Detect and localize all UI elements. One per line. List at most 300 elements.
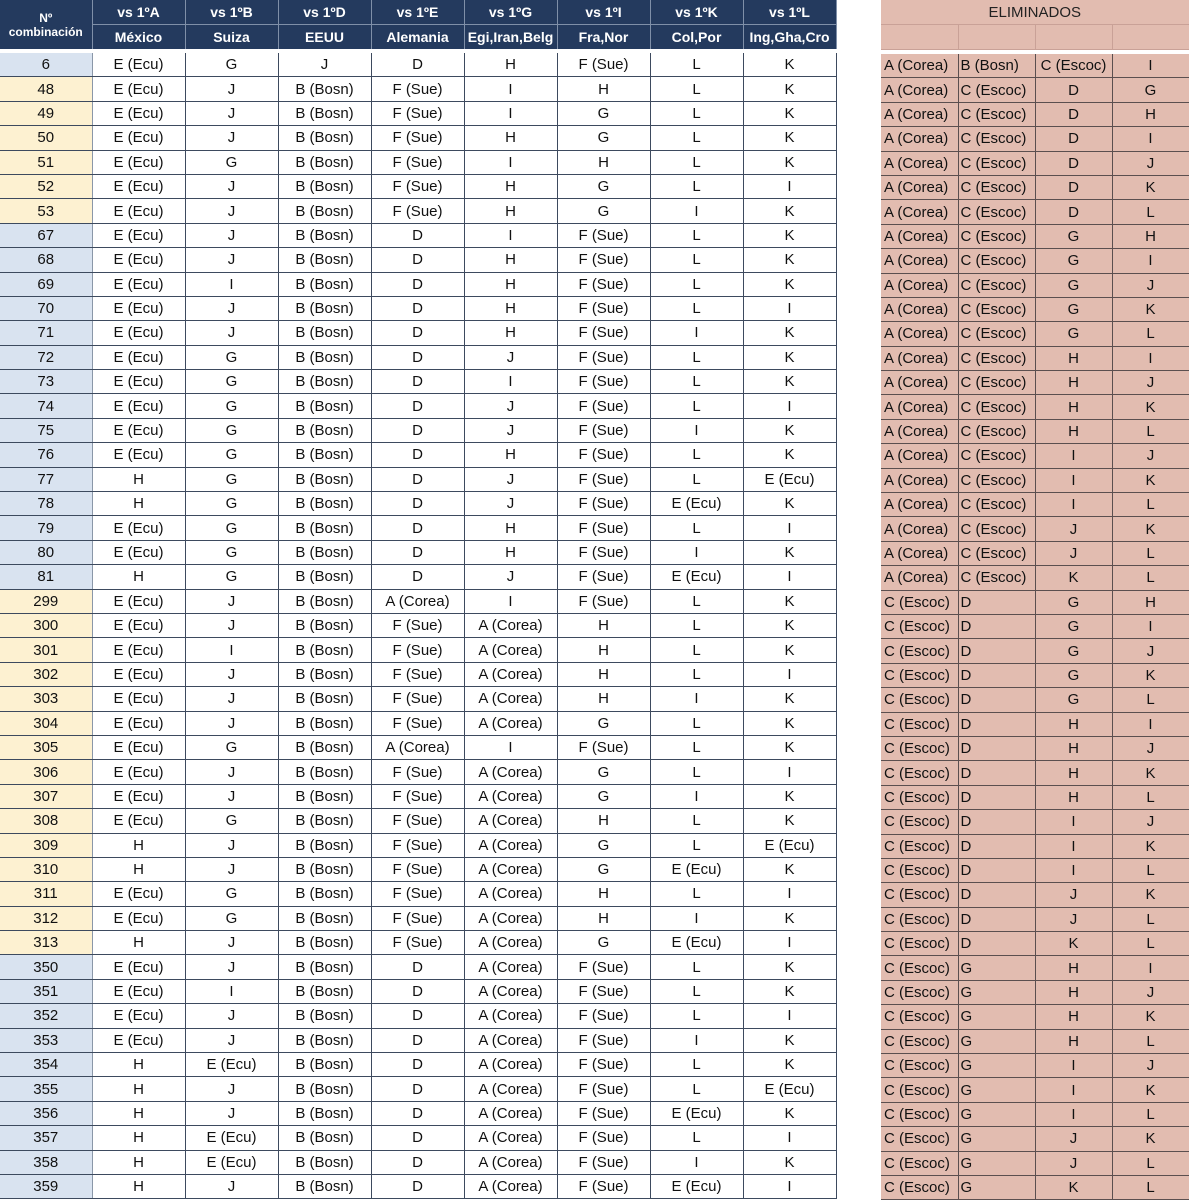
- combination-number-cell[interactable]: 355: [0, 1077, 92, 1101]
- rival-cell[interactable]: J: [185, 1077, 278, 1101]
- rival-cell[interactable]: H: [464, 321, 557, 345]
- rival-cell[interactable]: I: [743, 296, 836, 320]
- rival-cell[interactable]: E (Ecu): [92, 223, 185, 247]
- rival-cell[interactable]: B (Bosn): [278, 1004, 371, 1028]
- rival-cell[interactable]: K: [743, 1028, 836, 1052]
- rival-cell[interactable]: F (Sue): [557, 1174, 650, 1198]
- rival-cell[interactable]: D: [371, 223, 464, 247]
- rival-cell[interactable]: H: [557, 77, 650, 101]
- combination-number-cell[interactable]: 312: [0, 906, 92, 930]
- rival-cell[interactable]: H: [464, 443, 557, 467]
- eliminado-cell[interactable]: G: [958, 1054, 1035, 1078]
- rival-cell[interactable]: B (Bosn): [278, 418, 371, 442]
- rival-cell[interactable]: F (Sue): [557, 955, 650, 979]
- eliminado-cell[interactable]: C (Escoc): [881, 1078, 958, 1102]
- eliminado-cell[interactable]: C (Escoc): [881, 1127, 958, 1151]
- rival-cell[interactable]: E (Ecu): [92, 443, 185, 467]
- rival-cell[interactable]: D: [371, 248, 464, 272]
- rival-cell[interactable]: A (Corea): [371, 589, 464, 613]
- rival-cell[interactable]: K: [743, 223, 836, 247]
- rival-cell[interactable]: J: [185, 223, 278, 247]
- rival-cell[interactable]: D: [371, 1004, 464, 1028]
- eliminado-cell[interactable]: D: [958, 810, 1035, 834]
- rival-cell[interactable]: D: [371, 345, 464, 369]
- eliminado-cell[interactable]: A (Corea): [881, 297, 958, 321]
- rival-cell[interactable]: B (Bosn): [278, 223, 371, 247]
- rival-cell[interactable]: F (Sue): [371, 662, 464, 686]
- rival-cell[interactable]: F (Sue): [371, 809, 464, 833]
- eliminado-cell[interactable]: J: [1112, 371, 1189, 395]
- eliminado-cell[interactable]: C (Escoc): [958, 468, 1035, 492]
- eliminado-cell[interactable]: K: [1112, 395, 1189, 419]
- rival-cell[interactable]: F (Sue): [557, 321, 650, 345]
- eliminado-cell[interactable]: K: [1035, 1175, 1112, 1199]
- rival-cell[interactable]: D: [371, 443, 464, 467]
- rival-cell[interactable]: E (Ecu): [92, 272, 185, 296]
- rival-cell[interactable]: D: [371, 1053, 464, 1077]
- eliminado-cell[interactable]: I: [1112, 346, 1189, 370]
- rival-cell[interactable]: B (Bosn): [278, 516, 371, 540]
- rival-cell[interactable]: D: [371, 565, 464, 589]
- eliminado-cell[interactable]: A (Corea): [881, 566, 958, 590]
- eliminado-cell[interactable]: K: [1112, 517, 1189, 541]
- rival-cell[interactable]: E (Ecu): [92, 248, 185, 272]
- rival-cell[interactable]: G: [557, 931, 650, 955]
- rival-cell[interactable]: G: [557, 101, 650, 125]
- rival-cell[interactable]: B (Bosn): [278, 345, 371, 369]
- eliminado-cell[interactable]: G: [1035, 273, 1112, 297]
- rival-cell[interactable]: G: [185, 882, 278, 906]
- rival-cell[interactable]: G: [557, 174, 650, 198]
- rival-cell[interactable]: K: [743, 150, 836, 174]
- rival-cell[interactable]: A (Corea): [464, 613, 557, 637]
- rival-cell[interactable]: I: [743, 516, 836, 540]
- eliminado-cell[interactable]: K: [1112, 834, 1189, 858]
- rival-cell[interactable]: A (Corea): [371, 735, 464, 759]
- rival-cell[interactable]: F (Sue): [557, 370, 650, 394]
- rival-cell[interactable]: J: [185, 833, 278, 857]
- rival-cell[interactable]: E (Ecu): [185, 1126, 278, 1150]
- eliminado-cell[interactable]: C (Escoc): [1035, 54, 1112, 78]
- eliminado-cell[interactable]: L: [1112, 200, 1189, 224]
- rival-cell[interactable]: G: [185, 53, 278, 77]
- rival-cell[interactable]: B (Bosn): [278, 662, 371, 686]
- eliminado-cell[interactable]: H: [1112, 224, 1189, 248]
- eliminado-cell[interactable]: C (Escoc): [958, 151, 1035, 175]
- rival-cell[interactable]: F (Sue): [557, 1077, 650, 1101]
- eliminado-cell[interactable]: K: [1035, 566, 1112, 590]
- rival-cell[interactable]: E (Ecu): [92, 1004, 185, 1028]
- eliminado-cell[interactable]: C (Escoc): [958, 395, 1035, 419]
- rival-cell[interactable]: E (Ecu): [92, 809, 185, 833]
- rival-cell[interactable]: F (Sue): [371, 931, 464, 955]
- eliminado-cell[interactable]: A (Corea): [881, 541, 958, 565]
- rival-cell[interactable]: K: [743, 540, 836, 564]
- rival-cell[interactable]: E (Ecu): [92, 760, 185, 784]
- rival-cell[interactable]: H: [92, 833, 185, 857]
- eliminado-cell[interactable]: A (Corea): [881, 102, 958, 126]
- eliminado-cell[interactable]: H: [1035, 371, 1112, 395]
- rival-cell[interactable]: G: [185, 735, 278, 759]
- eliminado-cell[interactable]: A (Corea): [881, 224, 958, 248]
- rival-cell[interactable]: D: [371, 540, 464, 564]
- rival-cell[interactable]: A (Corea): [464, 809, 557, 833]
- eliminado-cell[interactable]: C (Escoc): [881, 1102, 958, 1126]
- rival-cell[interactable]: A (Corea): [464, 760, 557, 784]
- eliminado-cell[interactable]: A (Corea): [881, 371, 958, 395]
- eliminado-cell[interactable]: D: [958, 761, 1035, 785]
- rival-cell[interactable]: G: [185, 516, 278, 540]
- eliminado-cell[interactable]: C (Escoc): [881, 883, 958, 907]
- combination-number-cell[interactable]: 70: [0, 296, 92, 320]
- eliminado-cell[interactable]: A (Corea): [881, 273, 958, 297]
- eliminado-cell[interactable]: C (Escoc): [958, 224, 1035, 248]
- eliminado-cell[interactable]: C (Escoc): [958, 346, 1035, 370]
- rival-cell[interactable]: K: [743, 711, 836, 735]
- combination-number-cell[interactable]: 299: [0, 589, 92, 613]
- rival-cell[interactable]: F (Sue): [557, 272, 650, 296]
- eliminado-cell[interactable]: H: [1035, 712, 1112, 736]
- eliminado-cell[interactable]: C (Escoc): [881, 1151, 958, 1175]
- rival-cell[interactable]: L: [650, 370, 743, 394]
- rival-cell[interactable]: D: [371, 516, 464, 540]
- rival-cell[interactable]: I: [650, 321, 743, 345]
- rival-cell[interactable]: I: [464, 77, 557, 101]
- eliminado-cell[interactable]: I: [1112, 614, 1189, 638]
- eliminado-cell[interactable]: D: [1035, 200, 1112, 224]
- rival-cell[interactable]: A (Corea): [464, 955, 557, 979]
- rival-cell[interactable]: K: [743, 784, 836, 808]
- eliminado-cell[interactable]: K: [1112, 1005, 1189, 1029]
- eliminado-cell[interactable]: I: [1035, 444, 1112, 468]
- rival-cell[interactable]: J: [185, 760, 278, 784]
- rival-cell[interactable]: B (Bosn): [278, 589, 371, 613]
- rival-cell[interactable]: K: [743, 1101, 836, 1125]
- eliminado-cell[interactable]: I: [1035, 1078, 1112, 1102]
- rival-cell[interactable]: D: [371, 1101, 464, 1125]
- rival-cell[interactable]: K: [743, 1053, 836, 1077]
- eliminado-cell[interactable]: L: [1112, 907, 1189, 931]
- rival-cell[interactable]: E (Ecu): [743, 467, 836, 491]
- eliminado-cell[interactable]: A (Corea): [881, 54, 958, 78]
- rival-cell[interactable]: H: [92, 857, 185, 881]
- rival-cell[interactable]: I: [743, 174, 836, 198]
- rival-cell[interactable]: B (Bosn): [278, 955, 371, 979]
- eliminado-cell[interactable]: I: [1035, 468, 1112, 492]
- eliminado-cell[interactable]: G: [1035, 663, 1112, 687]
- eliminado-cell[interactable]: J: [1035, 907, 1112, 931]
- rival-cell[interactable]: I: [464, 101, 557, 125]
- rival-cell[interactable]: L: [650, 345, 743, 369]
- rival-cell[interactable]: E (Ecu): [650, 565, 743, 589]
- eliminado-cell[interactable]: J: [1112, 1054, 1189, 1078]
- eliminado-cell[interactable]: H: [1035, 346, 1112, 370]
- rival-cell[interactable]: K: [743, 101, 836, 125]
- eliminado-cell[interactable]: D: [958, 663, 1035, 687]
- rival-cell[interactable]: D: [371, 272, 464, 296]
- rival-cell[interactable]: J: [185, 613, 278, 637]
- combination-number-cell[interactable]: 75: [0, 418, 92, 442]
- rival-cell[interactable]: I: [185, 638, 278, 662]
- rival-cell[interactable]: B (Bosn): [278, 857, 371, 881]
- rival-cell[interactable]: B (Bosn): [278, 126, 371, 150]
- rival-cell[interactable]: E (Ecu): [743, 1077, 836, 1101]
- rival-cell[interactable]: F (Sue): [371, 760, 464, 784]
- eliminado-cell[interactable]: C (Escoc): [958, 249, 1035, 273]
- eliminado-cell[interactable]: J: [1112, 980, 1189, 1004]
- rival-cell[interactable]: K: [743, 126, 836, 150]
- rival-cell[interactable]: E (Ecu): [92, 321, 185, 345]
- rival-cell[interactable]: I: [464, 589, 557, 613]
- rival-cell[interactable]: H: [92, 1101, 185, 1125]
- eliminado-cell[interactable]: A (Corea): [881, 127, 958, 151]
- rival-cell[interactable]: G: [185, 565, 278, 589]
- rival-cell[interactable]: B (Bosn): [278, 711, 371, 735]
- rival-cell[interactable]: G: [557, 711, 650, 735]
- rival-cell[interactable]: F (Sue): [371, 882, 464, 906]
- rival-cell[interactable]: G: [185, 443, 278, 467]
- rival-cell[interactable]: D: [371, 979, 464, 1003]
- combination-number-cell[interactable]: 80: [0, 540, 92, 564]
- eliminado-cell[interactable]: J: [1112, 639, 1189, 663]
- eliminado-cell[interactable]: C (Escoc): [958, 102, 1035, 126]
- rival-cell[interactable]: J: [185, 199, 278, 223]
- eliminado-cell[interactable]: H: [1112, 590, 1189, 614]
- rival-cell[interactable]: B (Bosn): [278, 1150, 371, 1174]
- eliminado-cell[interactable]: G: [1035, 688, 1112, 712]
- eliminado-cell[interactable]: C (Escoc): [958, 517, 1035, 541]
- combination-number-cell[interactable]: 350: [0, 955, 92, 979]
- rival-cell[interactable]: F (Sue): [557, 492, 650, 516]
- eliminado-cell[interactable]: C (Escoc): [881, 956, 958, 980]
- rival-cell[interactable]: F (Sue): [557, 1150, 650, 1174]
- eliminado-cell[interactable]: D: [958, 614, 1035, 638]
- rival-cell[interactable]: J: [185, 174, 278, 198]
- combination-number-cell[interactable]: 306: [0, 760, 92, 784]
- rival-cell[interactable]: I: [650, 1028, 743, 1052]
- rival-cell[interactable]: L: [650, 77, 743, 101]
- rival-cell[interactable]: H: [464, 272, 557, 296]
- rival-cell[interactable]: I: [743, 1174, 836, 1198]
- eliminado-cell[interactable]: D: [958, 712, 1035, 736]
- eliminado-cell[interactable]: G: [1035, 322, 1112, 346]
- rival-cell[interactable]: J: [185, 1101, 278, 1125]
- combination-number-cell[interactable]: 308: [0, 809, 92, 833]
- rival-cell[interactable]: H: [92, 1150, 185, 1174]
- rival-cell[interactable]: A (Corea): [464, 857, 557, 881]
- eliminado-cell[interactable]: L: [1112, 419, 1189, 443]
- rival-cell[interactable]: K: [743, 272, 836, 296]
- rival-cell[interactable]: B (Bosn): [278, 1101, 371, 1125]
- combination-number-cell[interactable]: 72: [0, 345, 92, 369]
- rival-cell[interactable]: A (Corea): [464, 979, 557, 1003]
- eliminado-cell[interactable]: J: [1035, 1151, 1112, 1175]
- rival-cell[interactable]: K: [743, 443, 836, 467]
- rival-cell[interactable]: E (Ecu): [92, 638, 185, 662]
- rival-cell[interactable]: E (Ecu): [92, 540, 185, 564]
- rival-cell[interactable]: H: [464, 199, 557, 223]
- rival-cell[interactable]: G: [185, 370, 278, 394]
- rival-cell[interactable]: I: [743, 882, 836, 906]
- rival-cell[interactable]: J: [185, 296, 278, 320]
- rival-cell[interactable]: E (Ecu): [92, 589, 185, 613]
- rival-cell[interactable]: K: [743, 613, 836, 637]
- rival-cell[interactable]: E (Ecu): [92, 53, 185, 77]
- rival-cell[interactable]: E (Ecu): [92, 150, 185, 174]
- eliminado-cell[interactable]: K: [1112, 761, 1189, 785]
- rival-cell[interactable]: B (Bosn): [278, 1053, 371, 1077]
- combination-number-cell[interactable]: 300: [0, 613, 92, 637]
- rival-cell[interactable]: L: [650, 760, 743, 784]
- eliminado-cell[interactable]: B (Bosn): [958, 54, 1035, 78]
- rival-cell[interactable]: F (Sue): [371, 199, 464, 223]
- eliminado-cell[interactable]: A (Corea): [881, 200, 958, 224]
- rival-cell[interactable]: B (Bosn): [278, 565, 371, 589]
- eliminado-cell[interactable]: H: [1035, 736, 1112, 760]
- rival-cell[interactable]: F (Sue): [371, 613, 464, 637]
- rival-cell[interactable]: J: [464, 345, 557, 369]
- rival-cell[interactable]: I: [185, 272, 278, 296]
- rival-cell[interactable]: J: [185, 248, 278, 272]
- rival-cell[interactable]: F (Sue): [557, 516, 650, 540]
- rival-cell[interactable]: J: [185, 1174, 278, 1198]
- rival-cell[interactable]: G: [185, 467, 278, 491]
- eliminado-cell[interactable]: L: [1112, 688, 1189, 712]
- rival-cell[interactable]: D: [371, 53, 464, 77]
- rival-cell[interactable]: E (Ecu): [92, 77, 185, 101]
- rival-cell[interactable]: A (Corea): [464, 1028, 557, 1052]
- eliminado-cell[interactable]: C (Escoc): [881, 834, 958, 858]
- rival-cell[interactable]: J: [185, 784, 278, 808]
- rival-cell[interactable]: D: [371, 492, 464, 516]
- rival-cell[interactable]: K: [743, 199, 836, 223]
- rival-cell[interactable]: L: [650, 174, 743, 198]
- rival-cell[interactable]: K: [743, 906, 836, 930]
- rival-cell[interactable]: H: [92, 1077, 185, 1101]
- rival-cell[interactable]: J: [185, 955, 278, 979]
- rival-cell[interactable]: D: [371, 370, 464, 394]
- rival-cell[interactable]: H: [464, 53, 557, 77]
- eliminado-cell[interactable]: C (Escoc): [958, 200, 1035, 224]
- eliminado-cell[interactable]: H: [1035, 1005, 1112, 1029]
- rival-cell[interactable]: I: [185, 979, 278, 1003]
- eliminado-cell[interactable]: C (Escoc): [958, 297, 1035, 321]
- rival-cell[interactable]: K: [743, 345, 836, 369]
- rival-cell[interactable]: E (Ecu): [92, 174, 185, 198]
- eliminado-cell[interactable]: I: [1112, 956, 1189, 980]
- eliminado-cell[interactable]: G: [1112, 78, 1189, 102]
- rival-cell[interactable]: I: [743, 1126, 836, 1150]
- rival-cell[interactable]: L: [650, 443, 743, 467]
- eliminado-cell[interactable]: J: [1112, 151, 1189, 175]
- rival-cell[interactable]: I: [743, 760, 836, 784]
- eliminado-cell[interactable]: I: [1035, 858, 1112, 882]
- rival-cell[interactable]: F (Sue): [371, 687, 464, 711]
- rival-cell[interactable]: E (Ecu): [92, 687, 185, 711]
- rival-cell[interactable]: K: [743, 638, 836, 662]
- rival-cell[interactable]: G: [185, 394, 278, 418]
- eliminado-cell[interactable]: J: [1035, 883, 1112, 907]
- rival-cell[interactable]: F (Sue): [371, 833, 464, 857]
- rival-cell[interactable]: A (Corea): [464, 1053, 557, 1077]
- rival-cell[interactable]: L: [650, 101, 743, 125]
- rival-cell[interactable]: B (Bosn): [278, 150, 371, 174]
- rival-cell[interactable]: B (Bosn): [278, 1174, 371, 1198]
- rival-cell[interactable]: A (Corea): [464, 687, 557, 711]
- rival-cell[interactable]: J: [185, 931, 278, 955]
- rival-cell[interactable]: L: [650, 126, 743, 150]
- eliminado-cell[interactable]: A (Corea): [881, 395, 958, 419]
- rival-cell[interactable]: F (Sue): [557, 467, 650, 491]
- rival-cell[interactable]: F (Sue): [557, 540, 650, 564]
- eliminado-cell[interactable]: C (Escoc): [881, 1029, 958, 1053]
- combination-number-cell[interactable]: 48: [0, 77, 92, 101]
- combination-number-cell[interactable]: 313: [0, 931, 92, 955]
- rival-cell[interactable]: J: [185, 101, 278, 125]
- eliminado-cell[interactable]: K: [1112, 297, 1189, 321]
- rival-cell[interactable]: L: [650, 662, 743, 686]
- eliminado-cell[interactable]: H: [1035, 785, 1112, 809]
- eliminado-cell[interactable]: J: [1112, 273, 1189, 297]
- eliminado-cell[interactable]: I: [1035, 810, 1112, 834]
- rival-cell[interactable]: B (Bosn): [278, 784, 371, 808]
- rival-cell[interactable]: B (Bosn): [278, 492, 371, 516]
- rival-cell[interactable]: E (Ecu): [92, 370, 185, 394]
- rival-cell[interactable]: H: [557, 687, 650, 711]
- rival-cell[interactable]: L: [650, 589, 743, 613]
- rival-cell[interactable]: L: [650, 711, 743, 735]
- eliminado-cell[interactable]: A (Corea): [881, 78, 958, 102]
- eliminado-cell[interactable]: L: [1112, 1151, 1189, 1175]
- combination-number-cell[interactable]: 311: [0, 882, 92, 906]
- rival-cell[interactable]: D: [371, 296, 464, 320]
- rival-cell[interactable]: F (Sue): [557, 735, 650, 759]
- rival-cell[interactable]: H: [557, 662, 650, 686]
- eliminado-cell[interactable]: D: [958, 639, 1035, 663]
- rival-cell[interactable]: E (Ecu): [92, 979, 185, 1003]
- combination-number-cell[interactable]: 79: [0, 516, 92, 540]
- rival-cell[interactable]: J: [185, 662, 278, 686]
- rival-cell[interactable]: B (Bosn): [278, 370, 371, 394]
- rival-cell[interactable]: G: [557, 199, 650, 223]
- rival-cell[interactable]: B (Bosn): [278, 199, 371, 223]
- eliminado-cell[interactable]: K: [1112, 175, 1189, 199]
- rival-cell[interactable]: K: [743, 321, 836, 345]
- eliminado-cell[interactable]: L: [1112, 1102, 1189, 1126]
- rival-cell[interactable]: E (Ecu): [92, 711, 185, 735]
- rival-cell[interactable]: L: [650, 809, 743, 833]
- rival-cell[interactable]: L: [650, 296, 743, 320]
- rival-cell[interactable]: L: [650, 1004, 743, 1028]
- rival-cell[interactable]: H: [464, 126, 557, 150]
- rival-cell[interactable]: K: [743, 979, 836, 1003]
- eliminado-cell[interactable]: D: [1035, 102, 1112, 126]
- rival-cell[interactable]: F (Sue): [557, 394, 650, 418]
- eliminado-cell[interactable]: G: [958, 1102, 1035, 1126]
- eliminado-cell[interactable]: L: [1112, 932, 1189, 956]
- rival-cell[interactable]: B (Bosn): [278, 467, 371, 491]
- combination-number-cell[interactable]: 77: [0, 467, 92, 491]
- rival-cell[interactable]: L: [650, 272, 743, 296]
- rival-cell[interactable]: I: [650, 199, 743, 223]
- eliminado-cell[interactable]: J: [1035, 517, 1112, 541]
- eliminado-cell[interactable]: G: [1035, 639, 1112, 663]
- rival-cell[interactable]: D: [371, 955, 464, 979]
- rival-cell[interactable]: F (Sue): [557, 53, 650, 77]
- rival-cell[interactable]: A (Corea): [464, 931, 557, 955]
- combination-number-cell[interactable]: 353: [0, 1028, 92, 1052]
- eliminado-cell[interactable]: G: [1035, 614, 1112, 638]
